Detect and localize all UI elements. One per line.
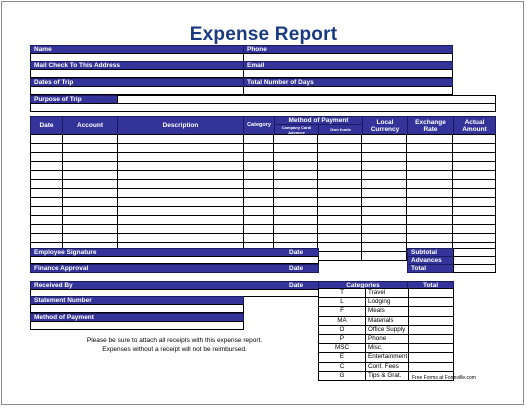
table-cell[interactable] xyxy=(243,234,274,243)
category-row xyxy=(319,326,453,335)
category-code: G xyxy=(319,372,366,380)
table-cell[interactable] xyxy=(318,144,362,153)
table-cell[interactable] xyxy=(274,153,318,162)
table-cell[interactable] xyxy=(318,135,362,144)
table-cell[interactable] xyxy=(62,162,117,171)
table-cell[interactable] xyxy=(453,162,496,171)
dates-of-trip-field[interactable] xyxy=(30,86,244,95)
category-name: Lodging xyxy=(366,298,409,306)
table-cell[interactable] xyxy=(453,234,496,243)
table-cell[interactable] xyxy=(407,234,453,243)
table-cell[interactable] xyxy=(407,135,453,144)
finance-approval-date-label: Date xyxy=(289,265,304,272)
table-cell[interactable] xyxy=(453,207,496,216)
col-date-header: Date xyxy=(30,116,63,135)
table-cell[interactable] xyxy=(31,153,63,162)
received-by-text: Received By xyxy=(34,282,73,289)
category-row xyxy=(319,353,453,362)
col-description-header: Description xyxy=(117,116,244,135)
table-cell[interactable] xyxy=(318,216,362,225)
table-cell[interactable] xyxy=(117,180,243,189)
table-cell[interactable] xyxy=(117,144,243,153)
category-total-field[interactable] xyxy=(409,363,453,371)
table-cell[interactable] xyxy=(31,207,63,216)
method-of-payment-label: Method of Payment xyxy=(30,313,244,322)
category-row xyxy=(319,317,453,326)
table-cell[interactable] xyxy=(117,234,243,243)
table-cell[interactable] xyxy=(274,189,318,198)
table-cell[interactable] xyxy=(31,135,63,144)
col-own-funds-header: Own funds xyxy=(318,124,363,135)
table-cell[interactable] xyxy=(62,171,117,180)
table-cell[interactable] xyxy=(407,216,453,225)
category-row xyxy=(319,344,453,353)
table-cell[interactable] xyxy=(453,216,496,225)
purpose-label: Purpose of Trip xyxy=(30,95,118,104)
table-row xyxy=(31,171,496,180)
category-code: MA xyxy=(319,317,366,325)
table-cell[interactable] xyxy=(362,162,407,171)
categories-total-header: Total xyxy=(407,281,454,289)
table-row xyxy=(31,225,496,234)
category-total-field[interactable] xyxy=(409,335,453,343)
category-name: Meals xyxy=(366,307,409,315)
table-cell[interactable] xyxy=(62,225,117,234)
table-cell[interactable] xyxy=(274,180,318,189)
table-row xyxy=(31,198,496,207)
table-cell[interactable] xyxy=(362,153,407,162)
table-cell[interactable] xyxy=(362,225,407,234)
table-cell[interactable] xyxy=(362,144,407,153)
statement-number-label: Statement Number xyxy=(30,296,244,305)
category-total-field[interactable] xyxy=(409,298,453,306)
table-cell[interactable] xyxy=(407,162,453,171)
table-cell[interactable] xyxy=(243,171,274,180)
table-cell[interactable] xyxy=(243,198,274,207)
table-cell[interactable] xyxy=(453,180,496,189)
table-cell[interactable] xyxy=(453,135,496,144)
table-cell[interactable] xyxy=(117,153,243,162)
category-total-field[interactable] xyxy=(409,344,453,352)
table-cell[interactable] xyxy=(318,171,362,180)
table-cell[interactable] xyxy=(407,225,453,234)
category-code: P xyxy=(319,335,366,343)
table-row xyxy=(31,135,496,144)
category-total-field[interactable] xyxy=(409,307,453,315)
table-cell[interactable] xyxy=(274,198,318,207)
table-cell[interactable] xyxy=(62,234,117,243)
mail-check-label: Mail Check To This Address xyxy=(30,61,244,70)
table-cell[interactable] xyxy=(62,180,117,189)
table-cell[interactable] xyxy=(407,189,453,198)
table-cell[interactable] xyxy=(274,216,318,225)
table-cell[interactable] xyxy=(243,216,274,225)
table-cell[interactable] xyxy=(62,216,117,225)
table-cell[interactable] xyxy=(31,171,63,180)
table-cell[interactable] xyxy=(407,144,453,153)
table-cell[interactable] xyxy=(407,207,453,216)
table-cell[interactable] xyxy=(117,198,243,207)
table-cell[interactable] xyxy=(453,198,496,207)
received-by-date-label: Date xyxy=(289,282,304,289)
category-code: O xyxy=(319,326,366,334)
table-cell[interactable] xyxy=(31,162,63,171)
statement-number-field[interactable] xyxy=(30,304,244,313)
method-of-payment-field[interactable] xyxy=(30,321,244,330)
table-cell[interactable] xyxy=(31,198,63,207)
dates-of-trip-label: Dates of Trip xyxy=(30,78,244,87)
category-row xyxy=(319,307,453,316)
table-cell[interactable] xyxy=(31,180,63,189)
category-code: L xyxy=(319,298,366,306)
email-label: Email xyxy=(243,61,453,70)
advances-label: Advances xyxy=(407,256,454,265)
table-row xyxy=(31,207,496,216)
table-cell[interactable] xyxy=(407,153,453,162)
table-cell[interactable] xyxy=(362,180,407,189)
table-cell[interactable] xyxy=(31,225,63,234)
table-cell[interactable] xyxy=(274,162,318,171)
table-cell[interactable] xyxy=(318,234,362,243)
table-cell[interactable] xyxy=(362,252,407,261)
table-cell[interactable] xyxy=(318,162,362,171)
table-cell[interactable] xyxy=(62,198,117,207)
table-cell[interactable] xyxy=(62,207,117,216)
table-cell[interactable] xyxy=(318,198,362,207)
page-title: Expense Report xyxy=(189,24,338,45)
table-cell[interactable] xyxy=(243,189,274,198)
table-cell[interactable] xyxy=(62,189,117,198)
table-cell[interactable] xyxy=(62,153,117,162)
category-total-field[interactable] xyxy=(409,353,453,361)
table-cell[interactable] xyxy=(453,144,496,153)
table-cell[interactable] xyxy=(31,216,63,225)
col-actual-amount-header: Actual Amount xyxy=(453,116,496,135)
table-cell[interactable] xyxy=(362,171,407,180)
table-cell[interactable] xyxy=(362,216,407,225)
receipt-notice xyxy=(30,337,319,354)
category-row xyxy=(319,335,453,344)
categories-header: Categories xyxy=(318,281,408,289)
table-cell[interactable] xyxy=(274,225,318,234)
expense-table xyxy=(30,134,496,261)
table-cell[interactable] xyxy=(362,234,407,243)
table-cell[interactable] xyxy=(318,207,362,216)
category-name: Tips & Grat. xyxy=(366,372,409,380)
email-field[interactable] xyxy=(243,69,453,78)
table-cell[interactable] xyxy=(62,144,117,153)
total-field[interactable] xyxy=(453,264,496,273)
table-row xyxy=(31,162,496,171)
table-cell[interactable] xyxy=(31,234,63,243)
table-cell[interactable] xyxy=(318,189,362,198)
col-exchange-rate-header: Exchange Rate xyxy=(407,116,454,135)
total-label: Total xyxy=(407,264,454,273)
category-code: MSC xyxy=(319,344,366,352)
table-cell[interactable] xyxy=(117,207,243,216)
table-cell[interactable] xyxy=(453,189,496,198)
table-cell[interactable] xyxy=(117,216,243,225)
table-cell[interactable] xyxy=(318,225,362,234)
col-company-card-header: Company Card/ Advance xyxy=(274,124,319,135)
table-cell[interactable] xyxy=(453,153,496,162)
category-name: Misc. xyxy=(366,344,409,352)
mail-address-field[interactable] xyxy=(30,69,244,78)
finance-approval-text: Finance Approval xyxy=(34,265,89,272)
employee-signature-date-label: Date xyxy=(289,249,304,256)
table-row xyxy=(31,180,496,189)
category-code: T xyxy=(319,289,366,297)
category-code: E xyxy=(319,353,366,361)
table-cell[interactable] xyxy=(362,198,407,207)
table-cell[interactable] xyxy=(362,135,407,144)
table-cell[interactable] xyxy=(243,135,274,144)
col-account-header: Account xyxy=(62,116,118,135)
table-cell[interactable] xyxy=(274,135,318,144)
name-label: Name xyxy=(30,45,244,54)
footer-credit: Free Forms at Formville.com xyxy=(412,375,476,381)
category-total-field[interactable] xyxy=(409,317,453,325)
table-cell[interactable] xyxy=(407,180,453,189)
table-cell[interactable] xyxy=(243,153,274,162)
table-cell[interactable] xyxy=(274,171,318,180)
table-cell[interactable] xyxy=(62,135,117,144)
table-cell[interactable] xyxy=(362,243,407,252)
total-days-field[interactable] xyxy=(243,86,453,95)
col-local-currency-header: Local Currency xyxy=(362,116,408,135)
subtotal-label: Subtotal xyxy=(407,248,454,257)
table-cell[interactable] xyxy=(274,207,318,216)
category-code: F xyxy=(319,307,366,315)
col-category-header: Category xyxy=(243,116,275,135)
table-cell[interactable] xyxy=(453,225,496,234)
table-cell[interactable] xyxy=(117,225,243,234)
table-cell[interactable] xyxy=(318,243,362,252)
phone-label: Phone xyxy=(243,45,453,54)
table-cell[interactable] xyxy=(243,144,274,153)
table-cell[interactable] xyxy=(117,135,243,144)
receipt-notice-line2: Expenses without a receipt will not be reimbursed. xyxy=(102,345,247,353)
table-cell[interactable] xyxy=(407,171,453,180)
table-cell[interactable] xyxy=(31,189,63,198)
category-code: C xyxy=(319,363,366,371)
category-name: Travel xyxy=(366,289,409,297)
table-cell[interactable] xyxy=(274,234,318,243)
category-row xyxy=(319,298,453,307)
table-row xyxy=(31,144,496,153)
table-cell[interactable] xyxy=(318,180,362,189)
table-cell[interactable] xyxy=(117,171,243,180)
category-name: Entertainment xyxy=(368,353,408,361)
category-total-field[interactable] xyxy=(409,289,453,297)
table-row xyxy=(31,234,496,243)
table-cell[interactable] xyxy=(243,180,274,189)
receipt-notice-line1: Please be sure to attach all receipts with this expense report. xyxy=(86,337,263,344)
total-days-label: Total Number of Days xyxy=(243,78,453,87)
table-cell[interactable] xyxy=(407,198,453,207)
table-cell[interactable] xyxy=(117,189,243,198)
table-row xyxy=(31,216,496,225)
finance-approval-label xyxy=(30,264,319,273)
table-cell[interactable] xyxy=(362,189,407,198)
table-cell[interactable] xyxy=(453,171,496,180)
purpose-field-line2[interactable] xyxy=(30,103,496,112)
table-cell[interactable] xyxy=(243,207,274,216)
category-row xyxy=(319,289,453,298)
table-row xyxy=(31,189,496,198)
category-name: Phone xyxy=(366,335,409,343)
category-name: Materials xyxy=(366,317,409,325)
category-name: Office Supply xyxy=(366,326,409,334)
table-cell[interactable] xyxy=(117,162,243,171)
category-total-field[interactable] xyxy=(409,326,453,334)
categories-list xyxy=(318,288,454,381)
col-method-header: Method of Payment xyxy=(274,116,363,125)
table-cell[interactable] xyxy=(318,252,362,261)
table-cell[interactable] xyxy=(318,153,362,162)
table-row xyxy=(31,153,496,162)
employee-signature-field[interactable] xyxy=(30,256,319,264)
table-cell[interactable] xyxy=(274,144,318,153)
category-name: Conf. Fees xyxy=(366,363,409,371)
table-cell[interactable] xyxy=(362,207,407,216)
table-cell[interactable] xyxy=(243,162,274,171)
table-cell[interactable] xyxy=(243,225,274,234)
category-row xyxy=(319,363,453,372)
employee-signature-text: Employee Signature xyxy=(34,249,97,256)
table-cell[interactable] xyxy=(31,144,63,153)
